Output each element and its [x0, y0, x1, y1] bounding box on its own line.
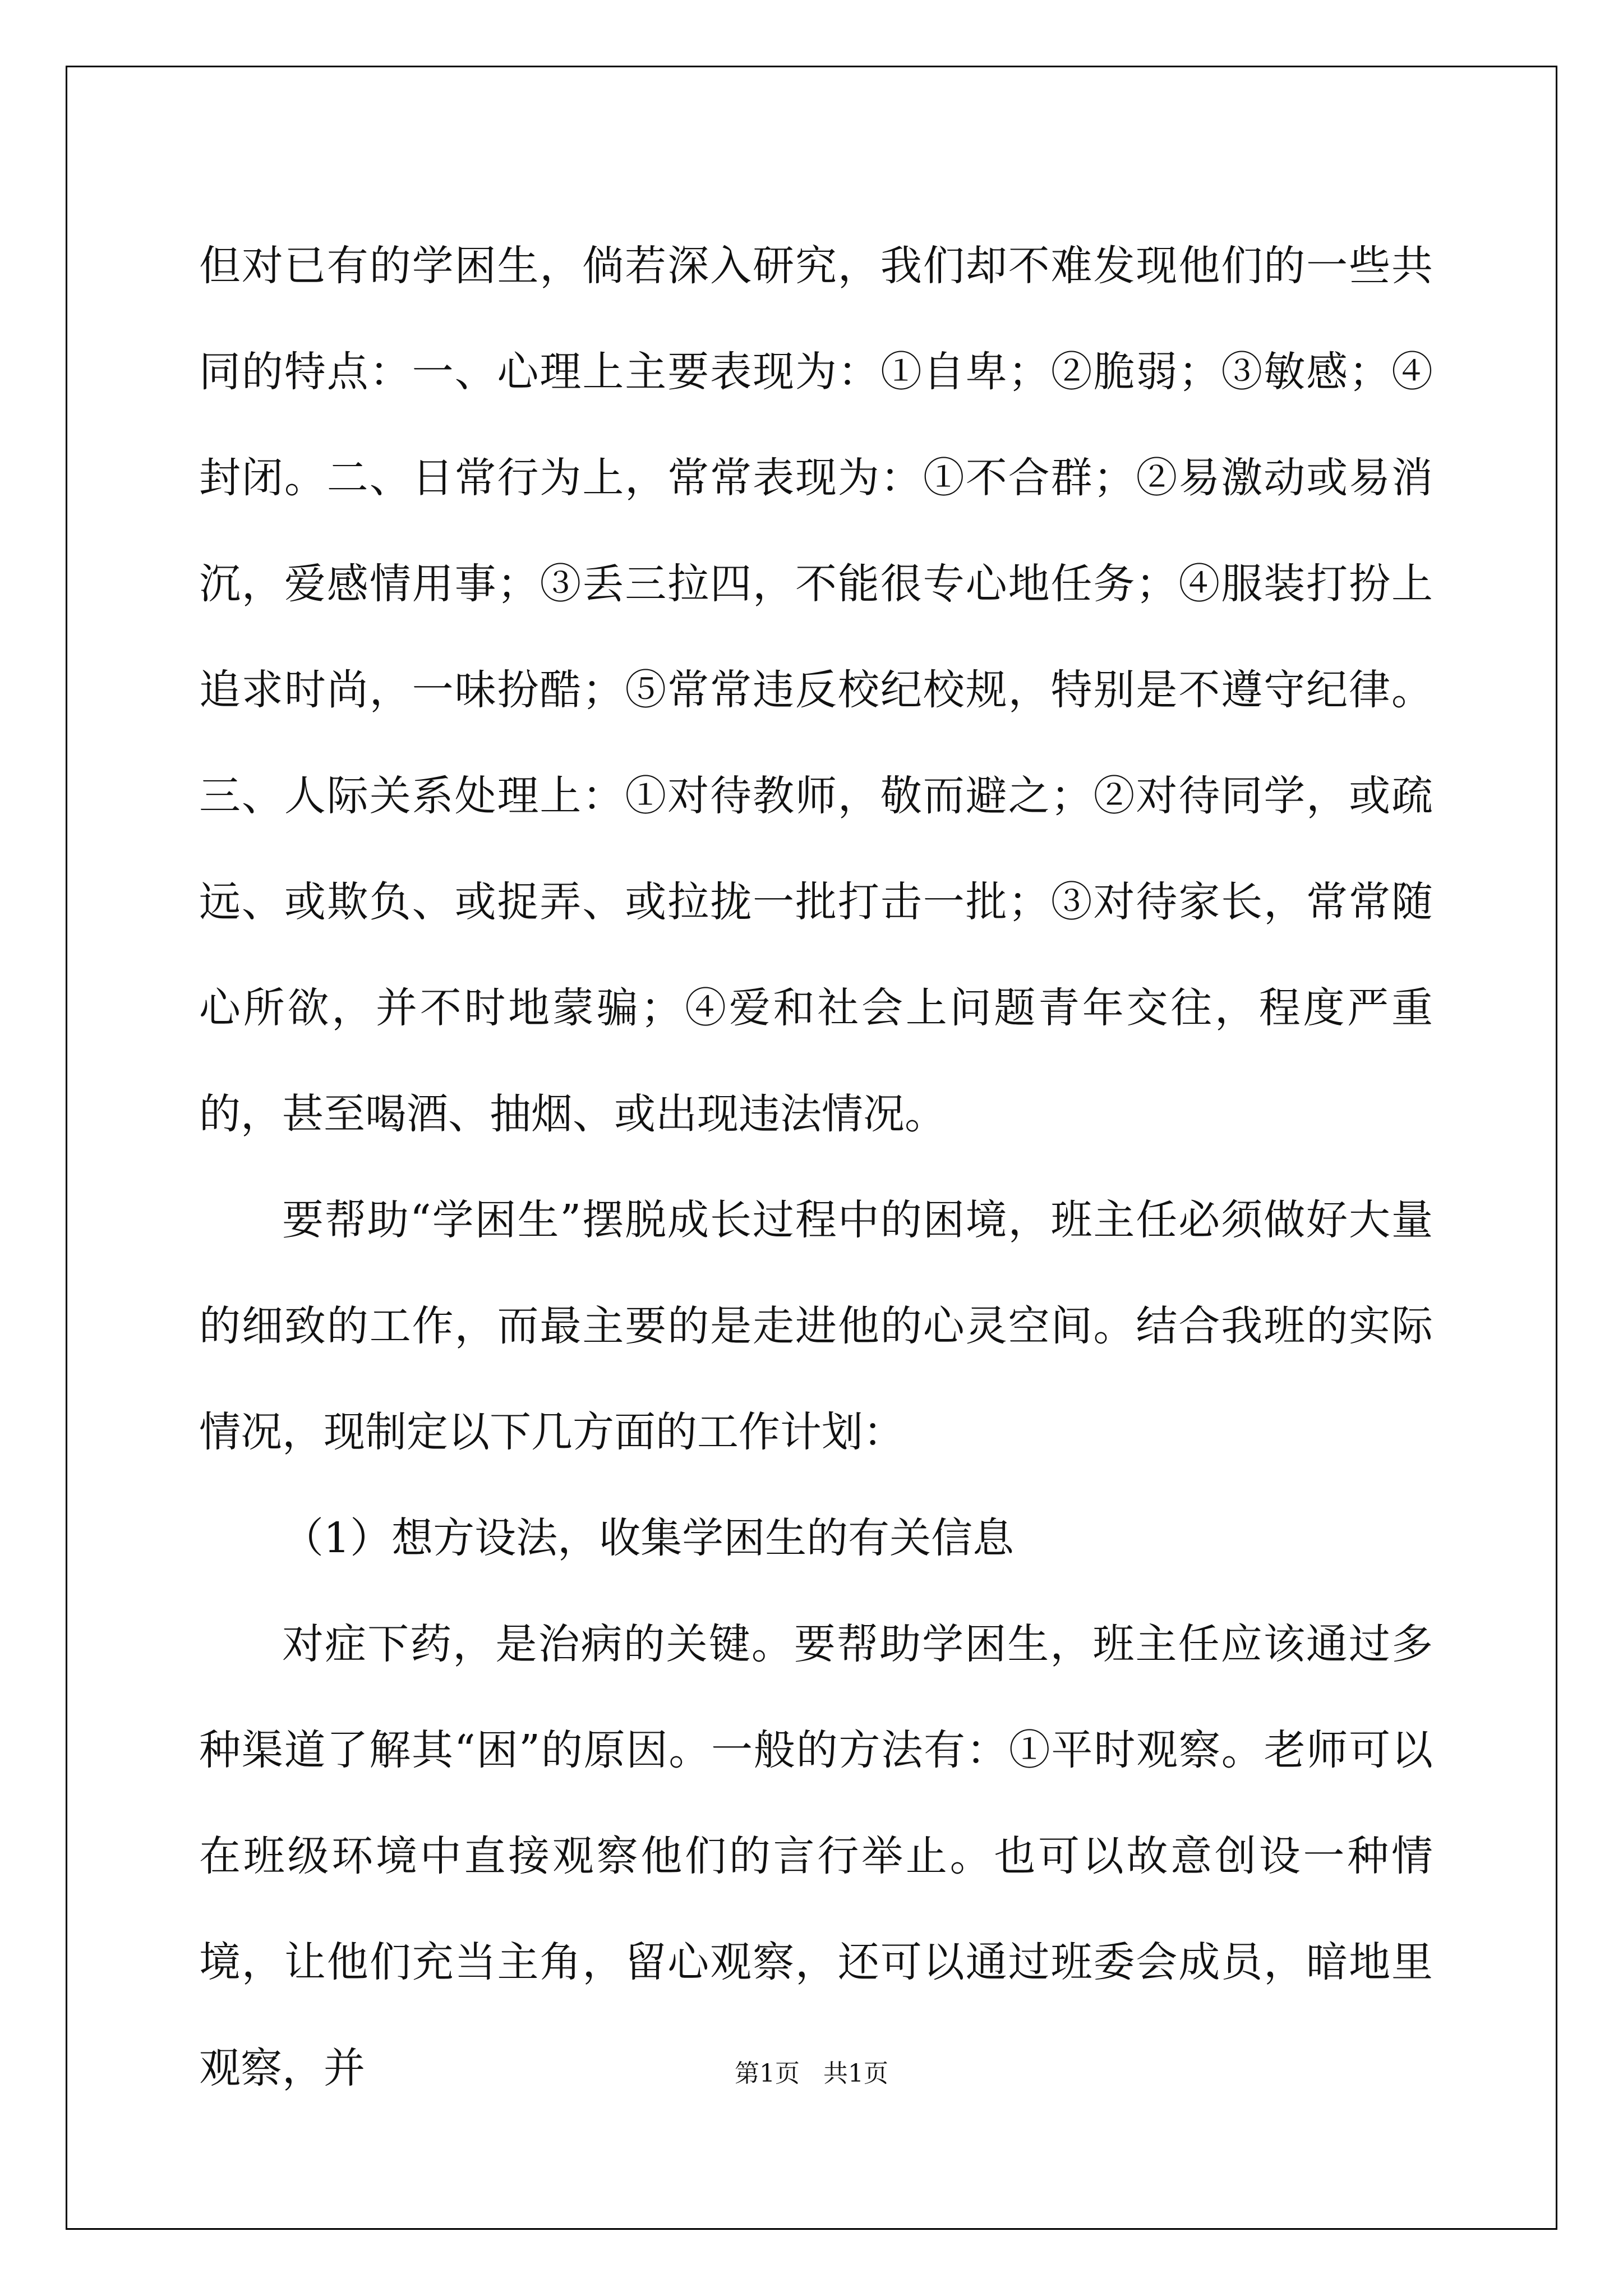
paragraph-2: 要帮助“学困生”摆脱成长过程中的困境，班主任必须做好大量的细致的工作，而最主要的是走进他的心灵空间。结合我班的实际情况，现制定以下几方面的工作计划：	[199, 1196, 1433, 1456]
section-heading-1: （1）想方设法，收集学困生的有关信息	[282, 1514, 1015, 1562]
paragraph-1: 但对已有的学困生，倘若深入研究，我们却不难发现他们的一些共同的特点：一、心理上主要表现为：①自卑；②脆弱；③敏感；④封闭。二、日常行为上，常常表现为：①不合群；②易激动或易消沉，爱感情用事；③丢三拉四，不能很专心地任务；④服装打扮上追求时尚，一味扮酷；⑤常常违反校纪校规，特别是不遵守纪律。三、人际关系处理上：①对待教师，敬而避之；②对待同学，或疏远、或欺负、或捉弄、或拉拢一批打击一批；③对待家长，常常随心所欲，并不时地蒙骗；④爱和社会上问题青年交往，程度严重的，甚至喝酒、抽烟、或出现违法情况。	[199, 242, 1433, 1138]
page-footer: 第1页 共1页	[735, 2059, 888, 2088]
paragraph-3: 对症下药，是治病的关键。要帮助学困生，班主任应该通过多种渠道了解其“困”的原因。一般的方法有：①平时观察。老师可以在班级环境中直接观察他们的言行举止。也可以故意创设一种情境，让他们充当主角，留心观察，还可以通过班委会成员，暗地里观察，并	[199, 1620, 1433, 2092]
document-body	[199, 213, 1433, 2122]
